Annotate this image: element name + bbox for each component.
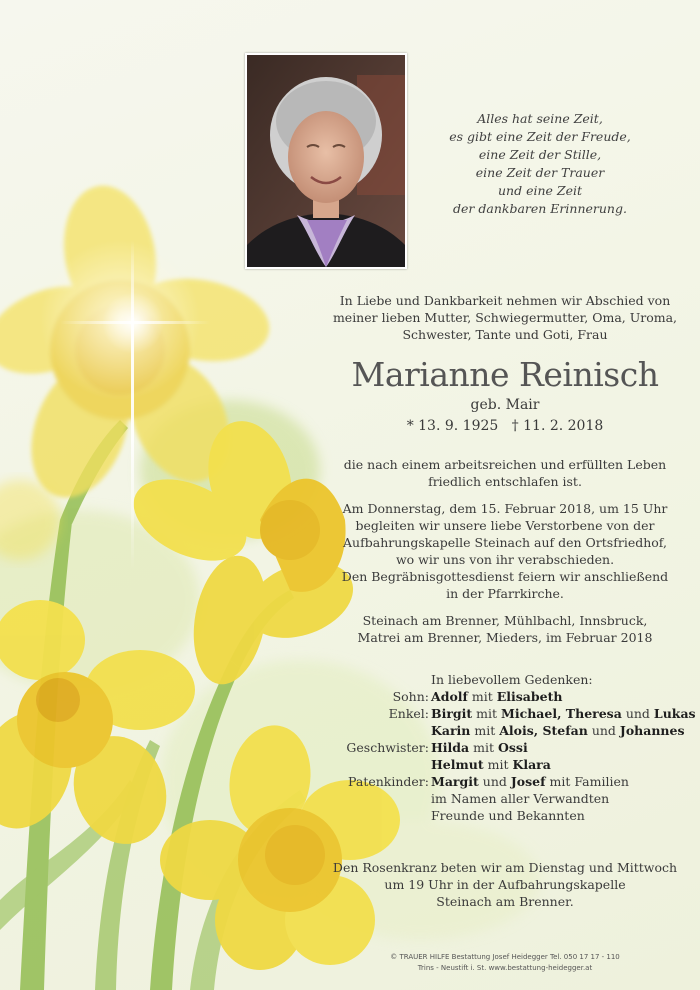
birth-date: * 13. 9. 1925: [406, 418, 499, 434]
mourner-label: Sohn:: [392, 689, 429, 704]
light-cross-horizontal: [60, 321, 210, 324]
deceased-name: Marianne Reinisch: [351, 355, 659, 394]
mourner-row: [340, 722, 685, 739]
passing-line: friedlich entschlafen ist.: [428, 474, 582, 489]
cross-symbol: †: [511, 418, 519, 434]
poem-line: es gibt eine Zeit der Freude,: [449, 129, 631, 144]
poem-line: Alles hat seine Zeit,: [477, 111, 603, 126]
mourner-label: Enkel:: [388, 706, 429, 721]
funeral-line: Aufbahrungskapelle Steinach auf den Ortsfriedhof,: [343, 535, 667, 550]
intro-line: meiner lieben Mutter, Schwiegermutter, Oma, Uroma,: [332, 310, 678, 325]
mourner-names: im Namen aller Verwandten: [431, 791, 610, 806]
funeral-text: [330, 500, 680, 602]
mourner-row: [340, 688, 680, 705]
funeral-line: wo wir uns von ihr verabschieden.: [395, 552, 615, 567]
funeral-line: begleiten wir unsere liebe Verstorbene von der: [355, 518, 655, 533]
mourner-names: Birgit mit Michael, Theresa und Lukas: [431, 706, 696, 721]
rosary-text: [330, 859, 680, 910]
passing-text: [330, 456, 680, 490]
places-text: [330, 612, 680, 646]
mourner-label: Patenkinder:: [348, 774, 429, 789]
mourner-names: Hilda mit Ossi: [431, 740, 528, 755]
portrait-image: [247, 55, 405, 267]
places-line: Steinach am Brenner, Mühlbachl, Innsbruck,: [362, 613, 648, 628]
intro-text: [330, 292, 680, 343]
footer: [360, 952, 650, 974]
footer-line: © TRAUER HILFE Bestattung Josef Heidegger Tel. 050 17 17 - 110: [390, 953, 620, 961]
mourner-names: Helmut mit Klara: [431, 757, 551, 772]
mourner-row: [340, 739, 680, 756]
light-cross-vertical: [131, 240, 134, 570]
mourner-row: [340, 756, 680, 773]
mourner-label: Geschwister:: [346, 740, 429, 755]
intro-line: Schwester, Tante und Goti, Frau: [402, 327, 608, 342]
memory-heading: In liebevollem Gedenken:: [431, 672, 593, 687]
poem-line: und eine Zeit: [498, 183, 582, 198]
mourner-names: Adolf mit Elisabeth: [431, 689, 563, 704]
footer-line: Trins - Neustift i. St. www.bestattung-heidegger.at: [417, 964, 593, 972]
birth-name: geb. Mair: [470, 397, 540, 413]
mourner-row: [340, 790, 680, 807]
mourner-row: [340, 773, 680, 790]
funeral-line: Am Donnerstag, dem 15. Februar 2018, um 15 Uhr: [342, 501, 668, 516]
mourner-names: Freunde und Bekannten: [431, 808, 585, 823]
poem-line: eine Zeit der Trauer: [475, 165, 605, 180]
portrait-photo: [245, 53, 407, 269]
poem-line: der dankbaren Erinnerung.: [453, 201, 627, 216]
rosary-line: Steinach am Brenner.: [436, 894, 574, 909]
mourner-names: Karin mit Alois, Stefan und Johannes: [431, 723, 685, 738]
life-dates: [330, 418, 680, 434]
mourner-row: [340, 705, 696, 722]
places-line: Matrei am Brenner, Mieders, im Februar 2018: [357, 630, 653, 645]
passing-line: die nach einem arbeitsreichen und erfüllten Leben: [343, 457, 667, 472]
death-date: 11. 2. 2018: [523, 418, 604, 434]
intro-line: In Liebe und Dankbarkeit nehmen wir Abschied von: [339, 293, 671, 308]
poem: [420, 110, 660, 218]
funeral-line: Den Begräbnisgottesdienst feiern wir anschließend: [341, 569, 669, 584]
mourner-row: [340, 807, 680, 824]
rosary-line: um 19 Uhr in der Aufbahrungskapelle: [384, 877, 626, 892]
mourner-names: Margit und Josef mit Familien: [431, 774, 629, 789]
funeral-line: in der Pfarrkirche.: [446, 586, 564, 601]
rosary-line: Den Rosenkranz beten wir am Dienstag und Mittwoch: [332, 860, 678, 875]
poem-line: eine Zeit der Stille,: [478, 147, 602, 162]
